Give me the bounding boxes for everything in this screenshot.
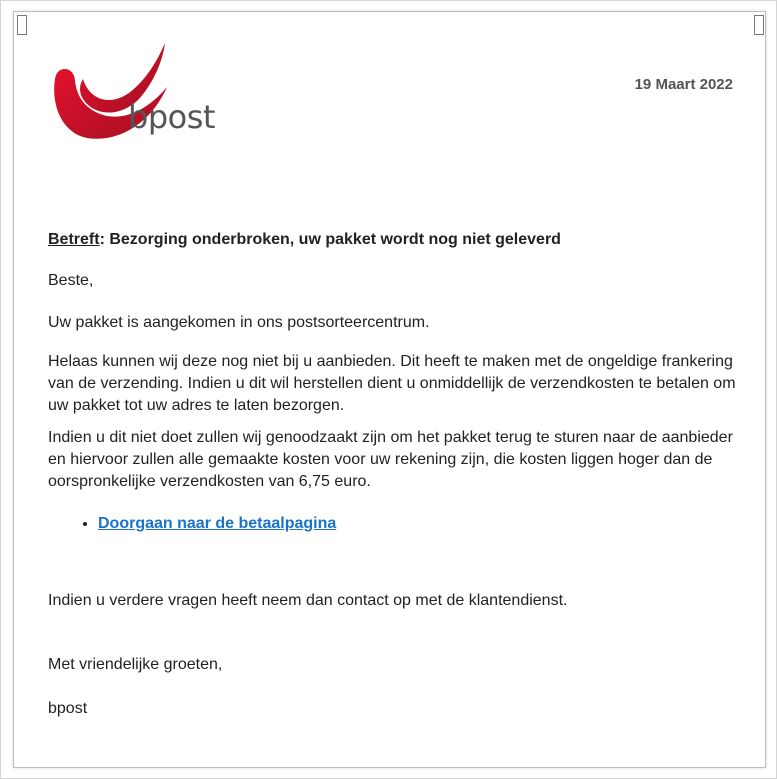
subject-text: : Bezorging onderbroken, uw pakket wordt nog niet geleverd <box>99 231 561 248</box>
crop-mark-right <box>754 15 764 35</box>
greeting: Beste, <box>48 272 94 289</box>
paragraph-arrival: Uw pakket is aangekomen in ons postsorteercentrum. <box>48 314 430 331</box>
letter-date: 19 Maart 2022 <box>634 76 733 93</box>
payment-page-link[interactable]: Doorgaan naar de betaalpagina <box>98 515 337 532</box>
closing: Met vriendelijke groeten, <box>48 656 223 673</box>
subject-label: Betreft <box>48 231 100 248</box>
signature: bpost <box>48 700 88 717</box>
letter-body <box>48 229 738 720</box>
subject-line <box>48 229 738 251</box>
list-item <box>98 513 738 535</box>
paragraph-contact: Indien u verdere vragen heeft neem dan contact op met de klantendienst. <box>48 592 568 609</box>
paragraph-postage: Helaas kunnen wij deze nog niet bij u aanbieden. Dit heeft te maken met de ongeldige frankering van de verzending. Indien u dit wil herstellen dient u onmiddellijk de verzendkosten te betalen om uw pakket tot uw adres te laten bezorgen. <box>48 353 736 414</box>
paragraph-return-costs: Indien u dit niet doet zullen wij genoodzaakt zijn om het pakket terug te sturen naar de aanbieder en hiervoor zullen alle gemaakte kosten voor uw rekening zijn, die kosten liggen hoger dan de oorspronkelijke verzendkosten van 6,75 euro. <box>48 429 733 490</box>
crop-mark-left <box>17 15 27 35</box>
logo-wordmark: bpost <box>128 98 215 136</box>
link-list <box>48 513 738 535</box>
